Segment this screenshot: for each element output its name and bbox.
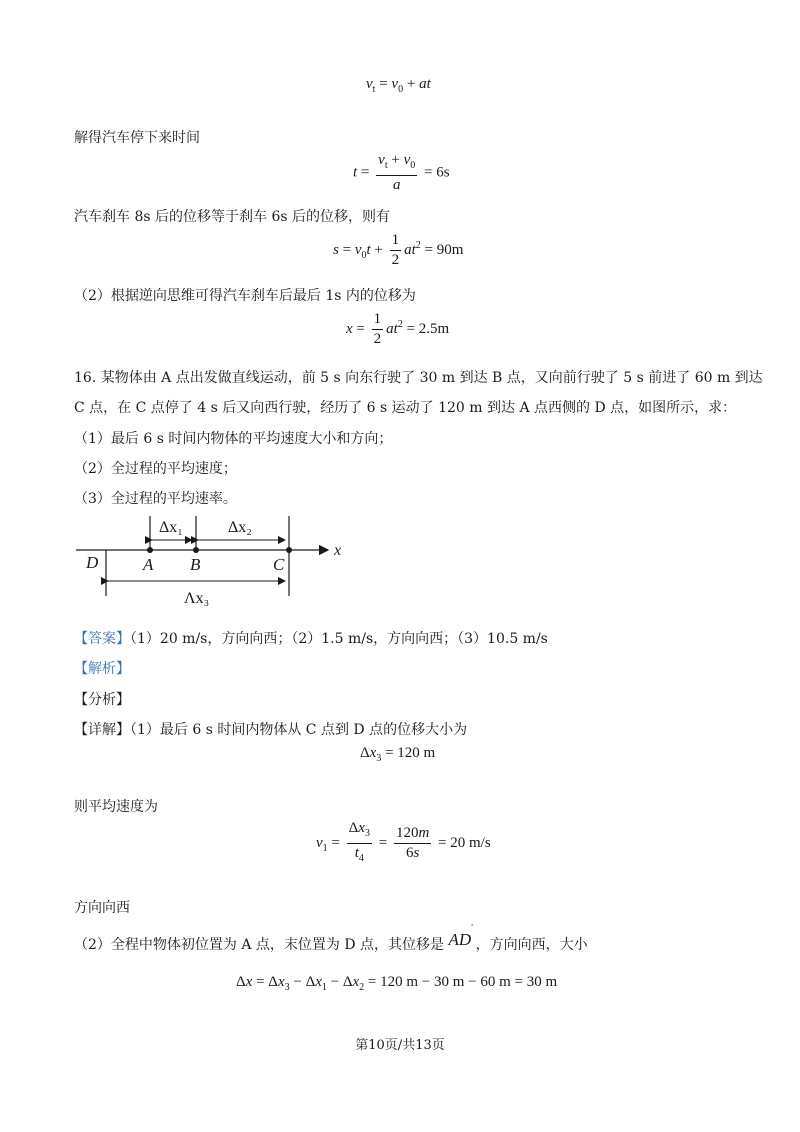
point-label-a: A bbox=[143, 555, 154, 574]
part2-end: ，方向向西，大小 bbox=[475, 937, 588, 953]
page-footer: 第10页/共13页 bbox=[355, 1038, 445, 1053]
point-b bbox=[193, 547, 199, 553]
point-label-d: D bbox=[86, 553, 99, 572]
label-dx3: Λx₃ bbox=[184, 590, 210, 607]
xiangjie-tag: 【详解】 bbox=[74, 722, 130, 738]
text-part2 bbox=[74, 921, 588, 954]
text-direction-west: 方向向西 bbox=[74, 900, 130, 916]
xiangjie-line bbox=[74, 719, 467, 739]
jiexi-tag: 【解析】 bbox=[74, 661, 130, 677]
question-16-part-3: （3）全过程的平均速率。 bbox=[74, 491, 237, 507]
equation-displacement: $s = v_0t$ + $\frac{1}{2}$ $at^2 = 90m$ bbox=[333, 232, 464, 268]
equation-last-second: x = $\frac{1}{2}$ $at^2 = 2.5m$ bbox=[346, 311, 450, 347]
equation-total-displacement: $\Delta x = \Delta x_3 - \Delta x_1 - \Delta x_2 = 120$ m − 30 m − 60 m = 30 m bbox=[236, 974, 558, 993]
answer-text: （1）20 m/s，方向向西；（2）1.5 m/s，方向向西；（3）10.5 m/s bbox=[130, 631, 548, 647]
answer-tag: 【答案】 bbox=[74, 631, 130, 647]
vector-ad: AD ˙ bbox=[448, 921, 475, 949]
point-c bbox=[286, 547, 292, 553]
label-dx1: Δx₁ bbox=[159, 519, 183, 536]
question-16-line-1: 16. 某物体由 A 点出发做直线运动，前 5 s 向东行驶了 30 m 到达 B 点，又向前行驶了 5 s 前进了 60 m 到达 bbox=[74, 370, 763, 386]
xiangjie-text: （1）最后 6 s 时间内物体从 C 点到 D 点的位移大小为 bbox=[130, 722, 468, 738]
fenxi-tag: 【分析】 bbox=[74, 692, 130, 708]
label-dx2: Δx₂ bbox=[228, 519, 252, 536]
point-label-b: B bbox=[190, 555, 201, 574]
motion-diagram bbox=[70, 508, 360, 612]
question-16-part-1: （1）最后 6 s 时间内物体的平均速度大小和方向； bbox=[74, 431, 393, 447]
question-16-part-2: （2）全过程的平均速度； bbox=[74, 461, 237, 477]
equation-time: t = $\frac{v_t + v_0}{a}$ = 6s bbox=[353, 152, 450, 193]
equation-dx3: $\Delta x_3 = 120$ m bbox=[360, 745, 436, 764]
text-stop-time: 解得汽车停下来时间 bbox=[74, 130, 200, 146]
point-label-c: C bbox=[273, 555, 285, 574]
text-displacement-8s: 汽车刹车 8s 后的位移等于刹车 6s 后的位移，则有 bbox=[74, 209, 390, 225]
text-reverse-thinking: （2）根据逆向思维可得汽车刹车后最后 1s 内的位移为 bbox=[74, 288, 416, 304]
point-a bbox=[147, 547, 153, 553]
equation-v1: $v_1$ = $\frac{\Delta x_3}{t_4}$ = $\frac{120m}{6s}$ = 20 m/s bbox=[316, 820, 491, 864]
axis-label-x: x bbox=[334, 542, 342, 559]
question-16-line-2: C 点，在 C 点停了 4 s 后又向西行驶，经历了 6 s 运动了 120 m 到达 A 点西侧的 D 点，如图所示，求： bbox=[74, 400, 737, 416]
equation-velocity: $v_t = v_0$ + at bbox=[366, 76, 431, 95]
part2-text: （2）全程中物体初位置为 A 点，末位置为 D 点，其位移是 bbox=[74, 937, 445, 953]
text-average-velocity: 则平均速度为 bbox=[74, 799, 158, 815]
answer-line bbox=[74, 628, 548, 648]
